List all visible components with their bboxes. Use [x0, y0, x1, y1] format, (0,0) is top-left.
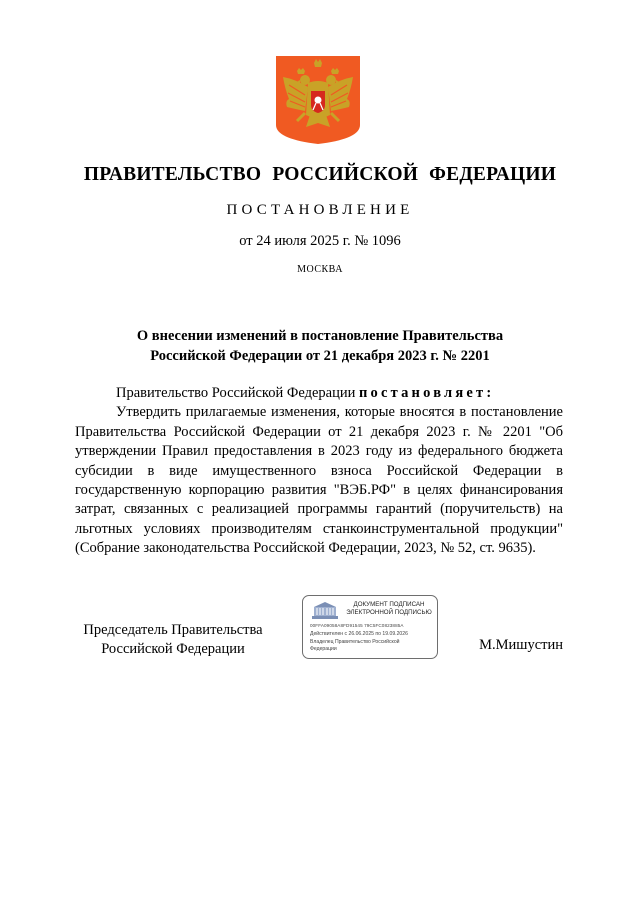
stamp-title-line-2: ЭЛЕКТРОННОЙ ПОДПИСЬЮ: [346, 609, 432, 616]
coat-of-arms-emblem: [275, 55, 361, 145]
decree-word: постановляет:: [358, 385, 495, 401]
signatory-position: [75, 621, 271, 659]
government-title: ПРАВИТЕЛЬСТВО РОССИЙСКОЙ ФЕДЕРАЦИИ: [83, 164, 557, 185]
position-line-1: Председатель Правительства: [83, 622, 263, 638]
electronic-signature-stamp: [302, 595, 438, 659]
position-line-2: Российской Федерации: [101, 641, 245, 657]
certificate-number: 00FFA09058A8FD91545 79C5FC0823885A: [310, 623, 404, 628]
certificate-validity: Действителен с 26.06.2025 по 19.09.2026: [310, 631, 408, 637]
decree-line: [75, 384, 563, 403]
document-subject: [0, 326, 640, 366]
double-headed-eagle-icon: [275, 55, 361, 145]
subject-line-1: О внесении изменений в постановление Правительства: [136, 328, 504, 344]
stamp-title-line-1: ДОКУМЕНТ ПОДПИСАН: [353, 601, 425, 608]
document-date-number: от 24 июля 2025 г. № 1096: [239, 233, 401, 249]
subject-line-2: Российской Федерации от 21 декабря 2023 г. № 2201: [150, 348, 490, 364]
document-body: [75, 384, 563, 559]
decree-intro: Правительство Российской Федерации: [116, 385, 359, 401]
stamp-title: [343, 601, 435, 617]
certificate-owner: Владелец Правительство Российской Федерации: [310, 639, 400, 652]
document-type: ПОСТАНОВЛЕНИЕ: [226, 202, 414, 218]
signatory-name: М.Мишустин: [479, 637, 563, 653]
document-city: МОСКВА: [297, 264, 343, 275]
main-paragraph: Утвердить прилагаемые изменения, которые вносятся в постановление Правительства Российской Федерации от 21 декабря 2023 г. № 2201 "Об утверждении Правил предоставления в 2023 году из федерального бюджета субсидии в виде имущественного взноса Российской Федерации в государственную корпорацию развития "ВЭБ.РФ" в целях финансирования затрат, связанных с реализацией программы гарантий (поручительств) на льготных условиях производителям станкоинструментальной продукции" (Собрание законодательства Российской Федерации, 2023, № 52, ст. 9635).: [75, 404, 563, 557]
government-building-icon: [311, 601, 339, 620]
